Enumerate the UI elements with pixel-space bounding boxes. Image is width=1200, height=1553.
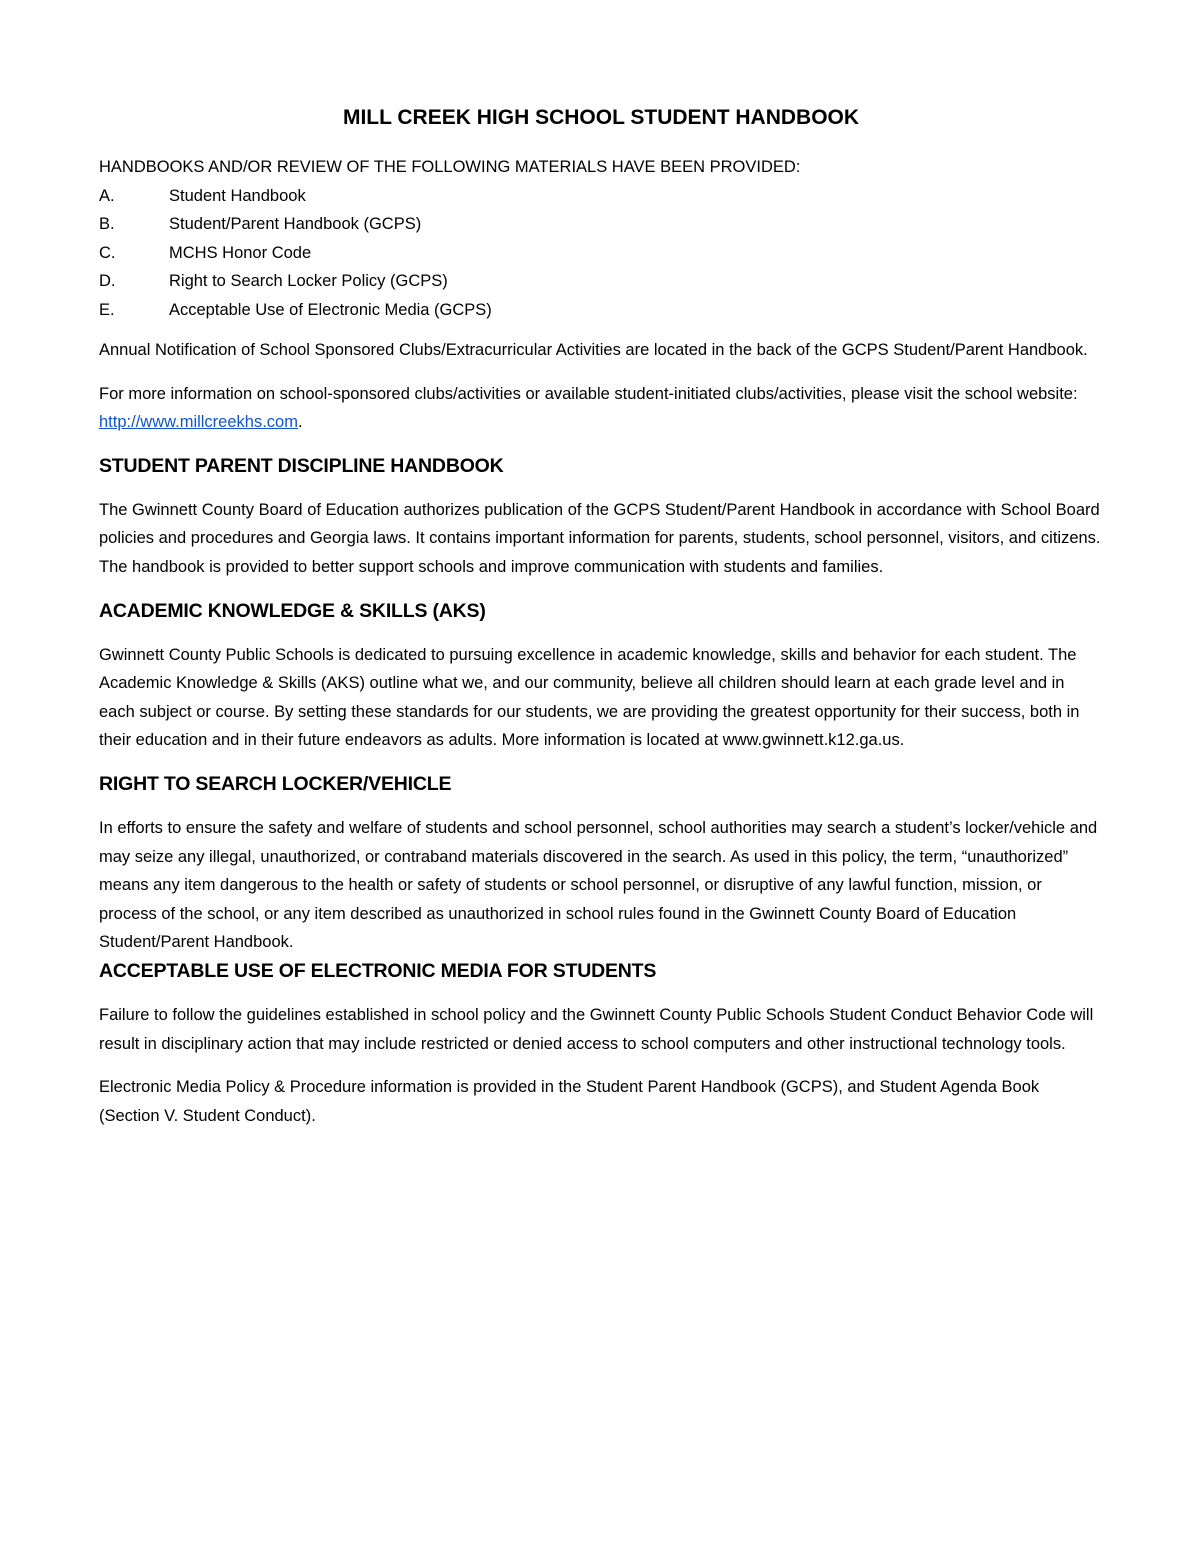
- list-item-text: MCHS Honor Code: [169, 243, 312, 262]
- aks-paragraph: Gwinnett County Public Schools is dedicated to pursuing excellence in academic knowledge, skills and behavior for each student. The Academic Knowledge & Skills (AKS) outline what we, and our community, believe all children should learn at each grade level and in each subject or course. By setting these standards for our students, we are providing the greatest opportunity for their success, both in their education and in their future endeavors as adults. More information is located at www.gwinnett.k12.ga.us.: [99, 645, 1080, 750]
- list-item: [99, 182, 1103, 211]
- more-info-end: .: [297, 413, 303, 432]
- list-item-letter: D.: [99, 272, 116, 290]
- list-item-text: Student/Parent Handbook (GCPS): [169, 215, 422, 233]
- document-page: [99, 100, 1103, 1145]
- search-paragraph: In efforts to ensure the safety and welfare of students and school personnel, school authorities may search a student’s locker/vehicle and may seize any illegal, unauthorized, or contraband materials discovered in the search. As used in this policy, the term, “unauthorized” means any item dangerous to the health or safety of students or school personnel, or disruptive of any lawful function, mission, or process of the school, or any item described as unauthorized in school rules found in the Gwinnett County Board of Education Student/Parent Handbook.: [99, 818, 1098, 952]
- document-title: MILL CREEK HIGH SCHOOL STUDENT HANDBOOK: [342, 106, 860, 129]
- media-paragraph: Failure to follow the guidelines established in school policy and the Gwinnett County Public Schools Student Conduct Behavior Code will result in disciplinary action that may include restricted or denied access to school computers and other instructional technology tools.: [99, 1005, 1094, 1053]
- list-item-text: Acceptable Use of Electronic Media (GCPS): [169, 300, 492, 319]
- aks-heading: ACADEMIC KNOWLEDGE & SKILLS (AKS): [99, 599, 486, 622]
- media-policy-paragraph: Electronic Media Policy & Procedure information is provided in the Student Parent Handbook (GCPS), and Student Agenda Book (Section V. Student Conduct).: [99, 1078, 1040, 1125]
- list-item: [99, 239, 1103, 268]
- more-info-text: For more information on school-sponsored clubs/activities or available student-initiated clubs/activities, please visit the school website:: [99, 384, 1078, 403]
- list-item-letter: C.: [99, 243, 116, 262]
- list-item: [99, 267, 1103, 296]
- list-item-text: Right to Search Locker Policy (GCPS): [169, 272, 448, 290]
- more-info-paragraph: [99, 380, 1103, 437]
- discipline-paragraph: The Gwinnett County Board of Education authorizes publication of the GCPS Student/Parent Handbook in accordance with School Board policies and procedures and Georgia laws. It contains important information for parents, students, school personnel, visitors, and citizens. The handbook is provided to better support schools and improve communication with students and families.: [99, 500, 1101, 576]
- list-item-letter: E.: [99, 300, 115, 319]
- search-heading: RIGHT TO SEARCH LOCKER/VEHICLE: [99, 772, 452, 795]
- list-item: [99, 296, 1103, 325]
- media-heading: ACCEPTABLE USE OF ELECTRONIC MEDIA FOR STUDENTS: [99, 959, 657, 982]
- materials-intro: HANDBOOKS AND/OR REVIEW OF THE FOLLOWING MATERIALS HAVE BEEN PROVIDED:: [99, 158, 801, 176]
- list-item-letter: B.: [99, 215, 115, 233]
- discipline-heading: STUDENT PARENT DISCIPLINE HANDBOOK: [99, 454, 504, 477]
- materials-list: [99, 182, 1103, 325]
- list-item-text: Student Handbook: [169, 186, 306, 205]
- school-website-link[interactable]: http://www.millcreekhs.com: [99, 413, 298, 432]
- annual-notice-paragraph: Annual Notification of School Sponsored Clubs/Extracurricular Activities are located in the back of the GCPS Student/Parent Handbook.: [99, 341, 1088, 359]
- list-item-letter: A.: [99, 186, 115, 205]
- list-item: [99, 210, 1103, 239]
